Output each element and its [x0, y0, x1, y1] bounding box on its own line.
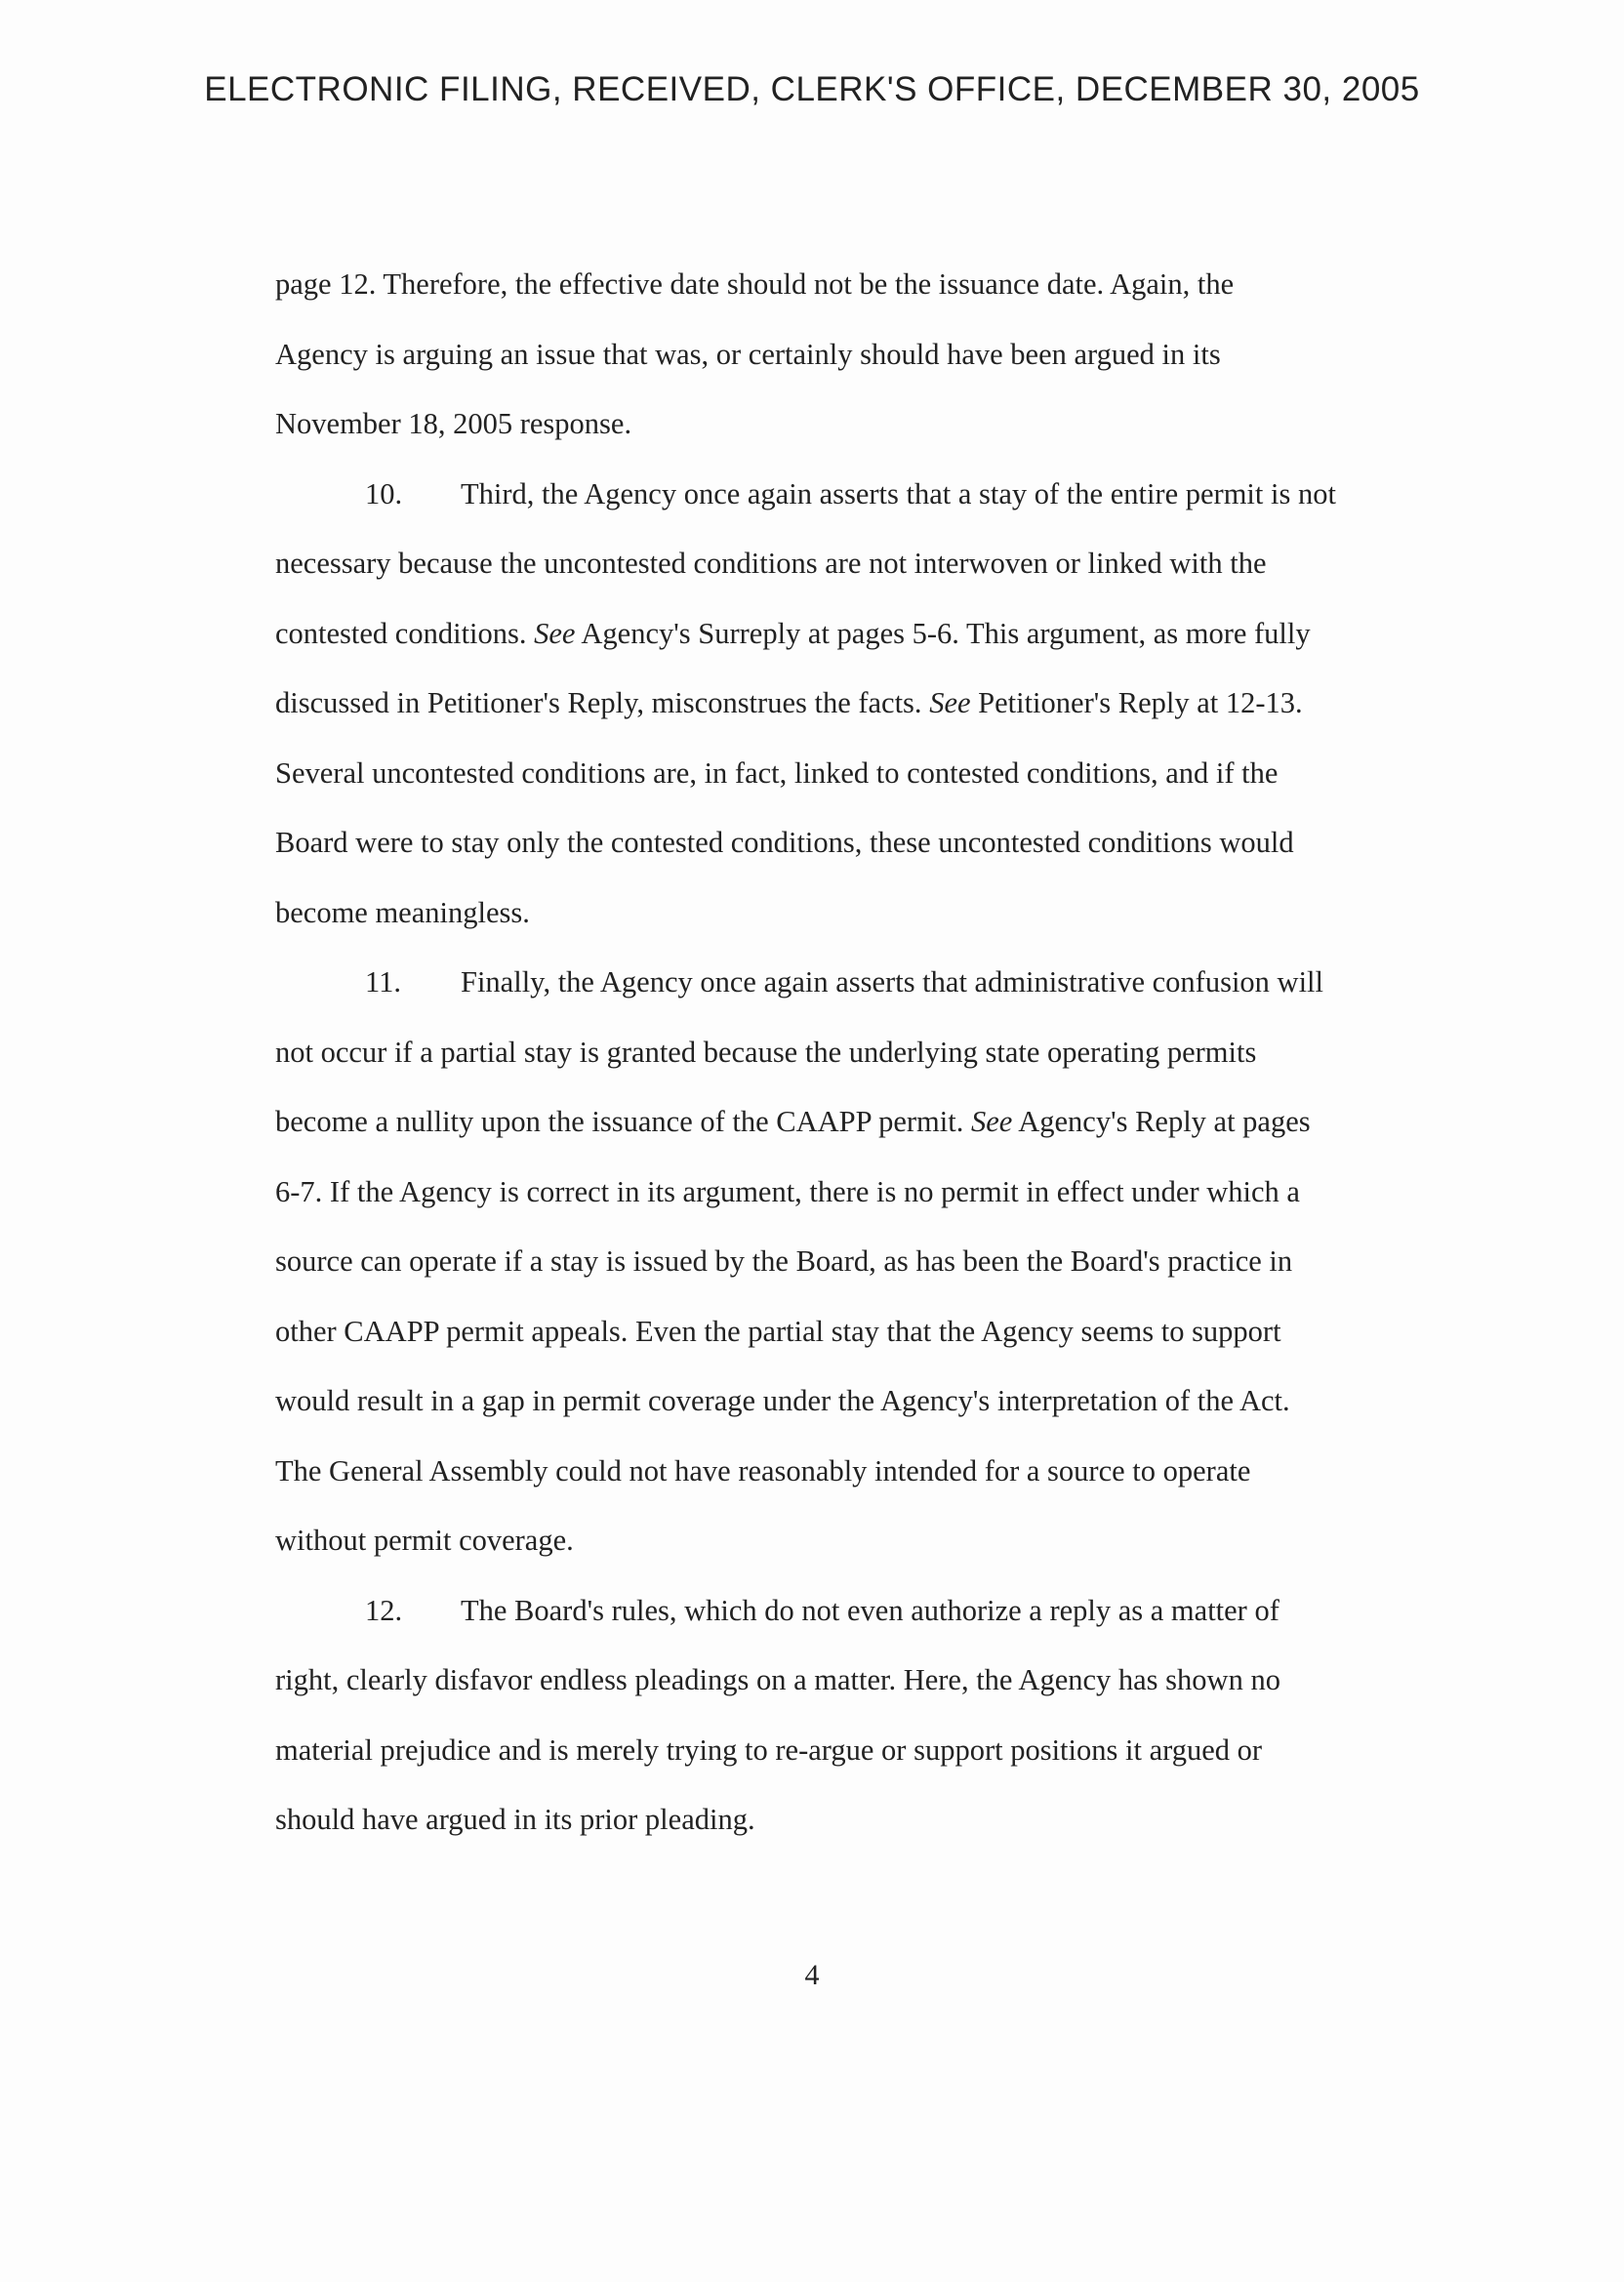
paragraph-text: Third, the Agency once again asserts that a stay of the entire permit is not: [461, 476, 1336, 510]
paragraph-12-line-2: right, clearly disfavor endless pleadings on a matter. Here, the Agency has shown no: [275, 1663, 1280, 1696]
citation-signal: See: [929, 686, 971, 719]
continuation-line-2: Agency is arguing an issue that was, or certainly should have been argued in its: [275, 337, 1221, 371]
paragraph-10-line-7: become meaningless.: [275, 895, 530, 929]
citation-signal: See: [534, 616, 576, 650]
continuation-line-3: November 18, 2005 response.: [275, 407, 632, 440]
text-run: Agency's Reply at pages: [1012, 1105, 1311, 1138]
paragraph-10-line-6: Board were to stay only the contested conditions, these uncontested conditions would: [275, 826, 1294, 859]
paragraph-12: [275, 1576, 1368, 1855]
paragraph-number: 11.: [365, 965, 401, 998]
filing-stamp-header: ELECTRONIC FILING, RECEIVED, CLERK'S OFFICE, DECEMBER 30, 2005: [204, 70, 1420, 108]
paragraph-10-line-2: necessary because the uncontested conditions are not interwoven or linked with the: [275, 547, 1267, 580]
paragraph-11-line-5: source can operate if a stay is issued by the Board, as has been the Board's practice in: [275, 1244, 1293, 1278]
text-run: Agency's Surreply at pages 5-6. This argument, as more fully: [575, 616, 1311, 650]
paragraph-11-line-8: The General Assembly could not have reasonably intended for a source to operate: [275, 1453, 1251, 1487]
paragraph-11-line-9: without permit coverage.: [275, 1524, 574, 1557]
paragraph-11-line-7: would result in a gap in permit coverage under the Agency's interpretation of the Act.: [275, 1384, 1290, 1417]
text-run: become a nullity upon the issuance of the CAAPP permit.: [275, 1105, 971, 1138]
paragraph-text: The Board's rules, which do not even authorize a reply as a matter of: [461, 1593, 1279, 1627]
paragraph-12-line-3: material prejudice and is merely trying to re-argue or support positions it argued or: [275, 1732, 1263, 1767]
page-number: 4: [804, 1959, 820, 1991]
paragraph-10: [275, 460, 1368, 949]
paragraph-10-line-3: [275, 599, 1368, 670]
paragraph-number: 10.: [365, 476, 403, 510]
paragraph-11: [275, 948, 1368, 1576]
text-run: discussed in Petitioner's Reply, misconstrues the facts.: [275, 686, 930, 719]
paragraph-11-line-3: [275, 1087, 1368, 1158]
paragraph-11-line-6: other CAAPP permit appeals. Even the partial stay that the Agency seems to support: [275, 1314, 1281, 1348]
paragraph-11-line-2: not occur if a partial stay is granted because the underlying state operating permits: [275, 1035, 1257, 1069]
continuation-line-1: page 12. Therefore, the effective date should not be the issuance date. Again, the: [275, 267, 1235, 301]
paragraph-11-line-4: 6-7. If the Agency is correct in its argument, there is no permit in effect under which a: [275, 1174, 1300, 1208]
paragraph-11-line-1: [275, 948, 1368, 1018]
paragraph-10-line-1: [275, 460, 1368, 530]
text-run: Petitioner's Reply at 12-13.: [970, 686, 1303, 719]
paragraph-10-line-5: Several uncontested conditions are, in fact, linked to contested conditions, and if the: [275, 755, 1279, 790]
citation-signal: See: [970, 1105, 1013, 1138]
paragraph-10-line-4: [275, 669, 1368, 739]
continuation-paragraph: [275, 250, 1368, 460]
text-run: contested conditions.: [275, 616, 535, 650]
document-body: [275, 250, 1368, 1855]
paragraph-12-line-1: [275, 1576, 1368, 1647]
paragraph-text: Finally, the Agency once again asserts that administrative confusion will: [461, 965, 1324, 998]
paragraph-12-line-4: should have argued in its prior pleading.: [275, 1803, 755, 1836]
paragraph-number: 12.: [365, 1593, 403, 1627]
